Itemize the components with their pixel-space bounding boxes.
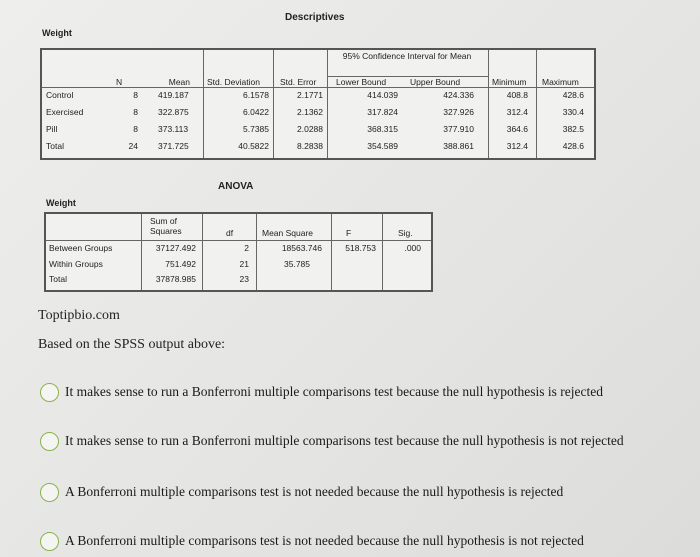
table-row-sd: 6.0422 (243, 107, 269, 117)
anova-header-ms: Mean Square (262, 228, 314, 238)
table-row-min: 312.4 (506, 107, 528, 117)
question-text: Based on the SPSS output above: (38, 337, 226, 352)
anova-row-ms: 18563.746 (281, 243, 322, 253)
table-row-max: 428.6 (562, 141, 584, 151)
header-upper: Upper Bound (410, 77, 461, 87)
descriptives-title: Descriptives (285, 12, 345, 23)
table-row-min: 312.4 (506, 141, 528, 151)
anova-row-source: Within Groups (49, 259, 103, 269)
table-row-n: 8 (133, 90, 138, 100)
table-row-sd: 6.1578 (243, 90, 269, 100)
anova-header-sig: Sig. (398, 228, 413, 238)
anova-row-source: Total (49, 274, 67, 284)
answer-option-label: A Bonferroni multiple comparisons test is not needed because the null hypothesis is rejected (65, 484, 564, 499)
table-row-mean: 322.875 (158, 107, 189, 117)
header-n: N (116, 77, 123, 87)
table-row-n: 24 (128, 141, 138, 151)
table-row-upper: 327.926 (443, 107, 474, 117)
table-row-group: Control (46, 90, 74, 100)
answer-option-label: It makes sense to run a Bonferroni multiple comparisons test because the null hypothesis is not rejected (65, 433, 624, 448)
table-row-upper: 424.336 (443, 90, 474, 100)
anova-row-source: Between Groups (49, 243, 113, 253)
site-watermark: Toptipbio.com (38, 308, 120, 323)
answer-option-label: It makes sense to run a Bonferroni multiple comparisons test because the null hypothesis is rejected (65, 384, 603, 399)
anova-row-sig: .000 (404, 243, 421, 253)
header-min: Minimum (492, 77, 527, 87)
radio-button[interactable] (40, 432, 59, 451)
table-row-sd: 40.5822 (238, 141, 269, 151)
table-row-mean: 419.187 (158, 90, 189, 100)
anova-row-ms: 35.785 (284, 259, 310, 269)
anova-row-ss: 751.492 (165, 259, 196, 269)
header-max: Maximum (542, 77, 579, 87)
table-row-mean: 371.725 (158, 141, 189, 151)
table-row-group: Pill (46, 124, 58, 134)
table-row-sd: 5.7385 (243, 124, 269, 134)
anova-title: ANOVA (218, 181, 254, 192)
table-row-se: 2.1362 (297, 107, 323, 117)
table-row-upper: 388.861 (443, 141, 474, 151)
radio-button[interactable] (40, 532, 59, 551)
table-row-max: 382.5 (562, 124, 584, 134)
anova-row-df: 23 (239, 274, 249, 284)
anova-row-df: 21 (239, 259, 249, 269)
anova-row-f: 518.753 (345, 243, 376, 253)
table-row-max: 428.6 (562, 90, 584, 100)
anova-row-ss: 37127.492 (155, 243, 196, 253)
anova-header-df: df (226, 228, 234, 238)
answer-option-4[interactable] (40, 529, 690, 553)
table-row-mean: 373.113 (158, 124, 189, 134)
table-row-se: 2.0288 (297, 124, 323, 134)
table-row-se: 8.2838 (297, 141, 323, 151)
table-row-upper: 377.910 (443, 124, 474, 134)
table-row-group: Exercised (46, 107, 84, 117)
table-row-se: 2.1771 (297, 90, 323, 100)
header-std-dev: Std. Deviation (207, 77, 260, 87)
descriptives-dependent-label: Weight (42, 28, 72, 38)
table-row-min: 408.8 (506, 90, 528, 100)
answer-option-1[interactable] (40, 380, 690, 404)
answer-option-2[interactable] (40, 429, 690, 453)
answer-option-3[interactable] (40, 480, 690, 504)
table-row-group: Total (46, 141, 64, 151)
table-row-lower: 317.824 (367, 107, 398, 117)
answer-option-label: A Bonferroni multiple comparisons test is not needed because the null hypothesis is not rejected (65, 533, 584, 548)
header-ci-group: 95% Confidence Interval for Mean (342, 51, 472, 61)
radio-button[interactable] (40, 383, 59, 402)
radio-button[interactable] (40, 483, 59, 502)
table-row-min: 364.6 (506, 124, 528, 134)
header-mean: Mean (168, 77, 190, 87)
table-row-max: 330.4 (562, 107, 584, 117)
table-row-lower: 368.315 (367, 124, 398, 134)
table-row-n: 8 (133, 107, 138, 117)
descriptives-table (40, 48, 596, 160)
header-lower: Lower Bound (336, 77, 387, 87)
anova-table (44, 212, 433, 292)
anova-row-df: 2 (244, 243, 249, 253)
anova-dependent-label: Weight (46, 198, 76, 208)
header-std-err: Std. Error (280, 77, 317, 87)
anova-header-ss: Sum of Squares (150, 216, 182, 236)
anova-row-ss: 37878.985 (155, 274, 196, 284)
anova-header-f: F (346, 228, 352, 238)
table-row-lower: 354.589 (367, 141, 398, 151)
table-row-n: 8 (133, 124, 138, 134)
table-row-lower: 414.039 (367, 90, 398, 100)
